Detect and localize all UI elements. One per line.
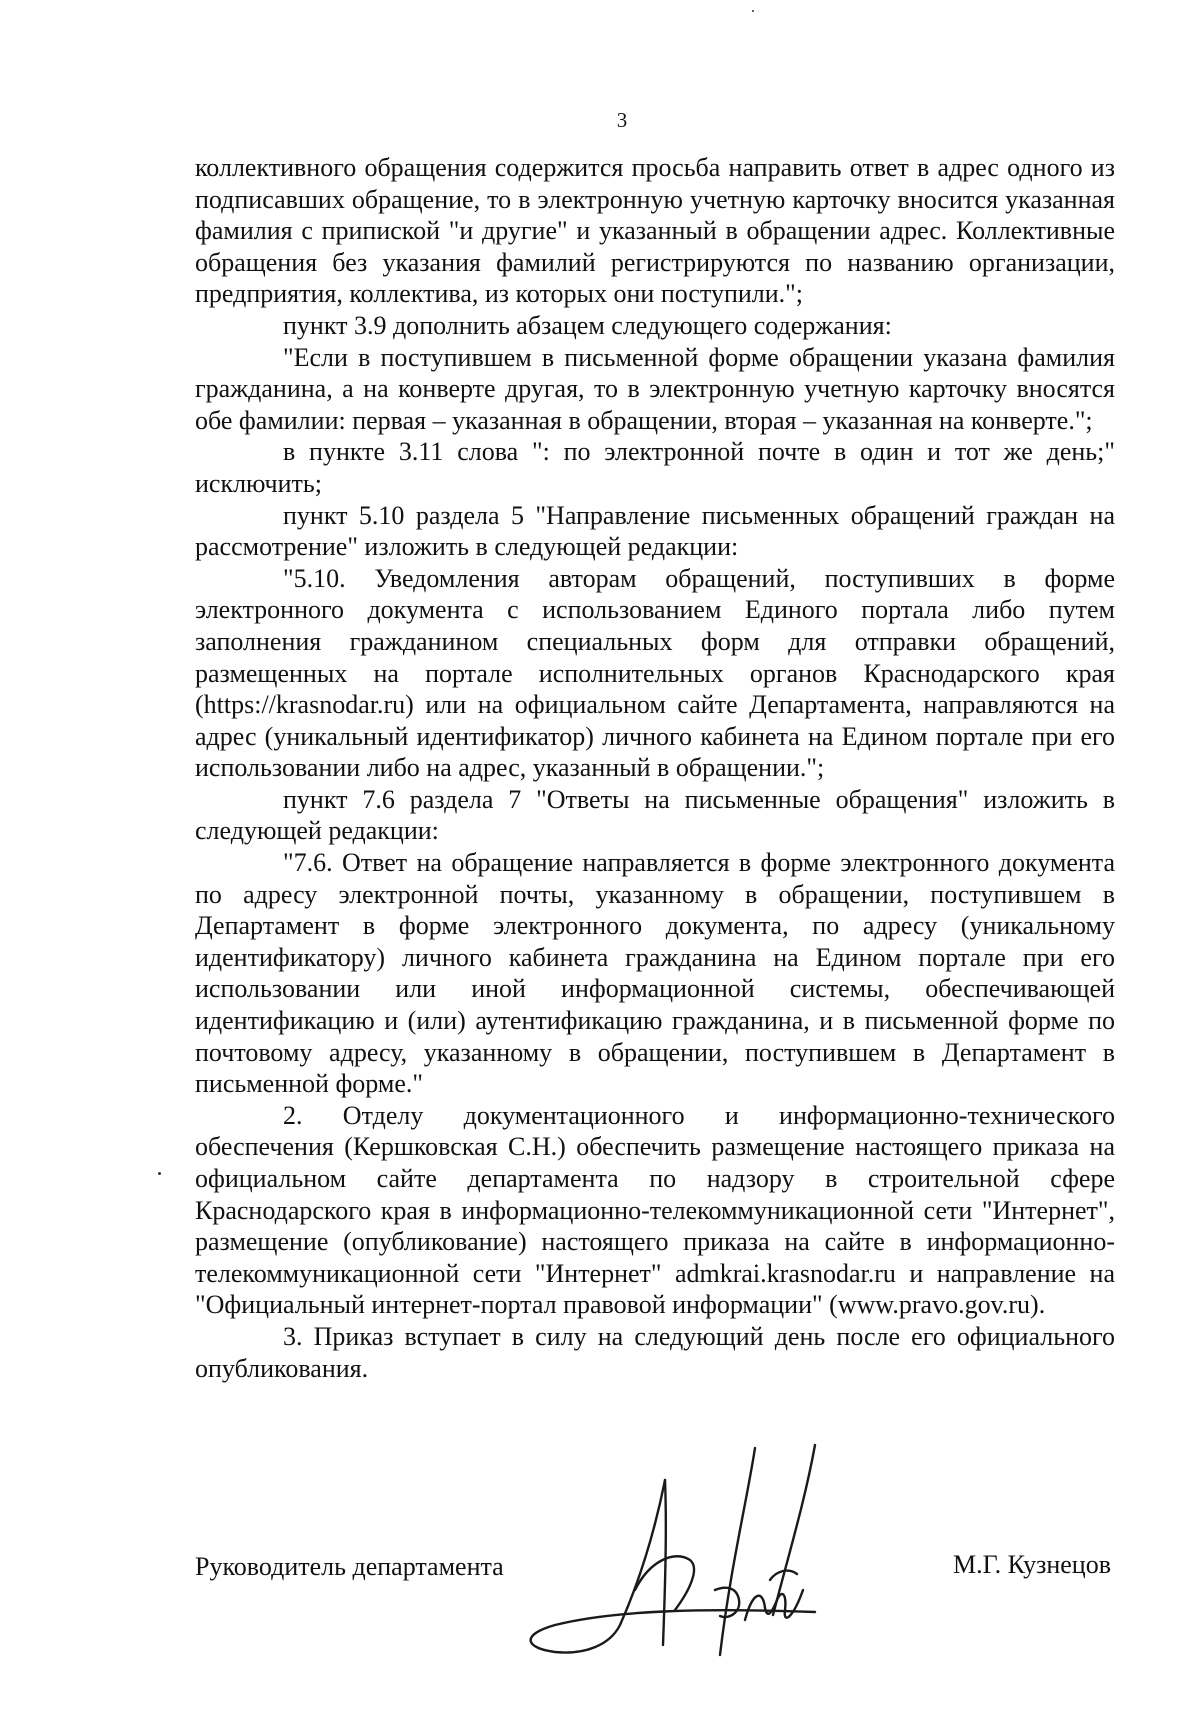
paragraph-point-3-9: пункт 3.9 дополнить абзацем следующего содержания: <box>283 310 892 340</box>
scan-speck <box>752 10 754 12</box>
document-body <box>195 152 1115 1384</box>
paragraph-point-7-6: пункт 7.6 раздела 7 "Ответы на письменные обращения" изложить в следующей редакции: <box>195 784 1115 846</box>
paragraph-item-3: 3. Приказ вступает в силу на следующий день после его официального опубликования. <box>195 1321 1115 1383</box>
paragraph-point-3-11: в пункте 3.11 слова ": по электронной почте в один и тот же день;" исключить; <box>195 437 1115 498</box>
scan-speck <box>158 1172 161 1175</box>
paragraph-surname-envelope: "Если в поступившем в письменной форме обращении указана фамилия гражданина, а на конверте другая, то в электронную учетную карточку вносятся обе фамилии: первая – указанная в обращении, вторая – указанная на конверте."; <box>195 342 1115 435</box>
handwritten-signature <box>515 1440 855 1690</box>
signatory-position: Руководитель департамента <box>195 1552 504 1581</box>
paragraph-item-2: 2. Отделу документационного и информационно-технического обеспечения (Кершковская С.Н.) обеспечить размещение настоящего приказа на официальном сайте департамента по надзору в строительной сфере Краснодарского края в информационно-телекоммуникационной сети "Интернет", размещение (опубликование) настоящего приказа на сайте в информационно-телекоммуникационной сети "Интернет" admkrai.krasnodar.ru и направление на "Официальный интернет-портал правовой информации" (www.pravo.gov.ru). <box>195 1100 1115 1320</box>
signatory-name: М.Г. Кузнецов <box>952 1550 1111 1579</box>
paragraph-collective-appeals: коллективного обращения содержится просьба направить ответ в адрес одного из подписавших обращение, то в электронную учетную карточку вносится указанная фамилия с припиской "и другие" и указанный в обращении адрес. Коллективные обращения без указания фамилий регистрируются по названию организации, предприятия, коллектива, из которых они поступили."; <box>195 153 1115 309</box>
page-number: 3 <box>616 108 628 132</box>
paragraph-answer-form: "7.6. Ответ на обращение направляется в форме электронного документа по адресу электронной почты, указанному в обращении, поступившем в Департамент в форме электронного документа, по адресу (уникальному идентификатору) личного кабинета гражданина на Едином портале при его использовании или иной информационной системы, обеспечивающей идентификацию и (или) аутентификацию гражданина, и в письменной форме по почтовому адресу, указанному в обращении, поступившем в Департамент в письменной форме." <box>195 848 1115 1099</box>
paragraph-point-5-10: пункт 5.10 раздела 5 "Направление письменных обращений граждан на рассмотрение" изложить в следующей редакции: <box>195 500 1115 562</box>
signature-block <box>195 1530 1115 1690</box>
paragraph-notifications: "5.10. Уведомления авторам обращений, поступивших в форме электронного документа с использованием Единого портала либо путем заполнения гражданином специальных форм для отправки обращений, размещенных на портале исполнительных органов Краснодарского края (https://krasnodar.ru) или на официальном сайте Департамента, направляются на адрес (уникальный идентификатор) личного кабинета на Едином портале при его использовании либо на адрес, указанный в обращении."; <box>195 563 1115 783</box>
